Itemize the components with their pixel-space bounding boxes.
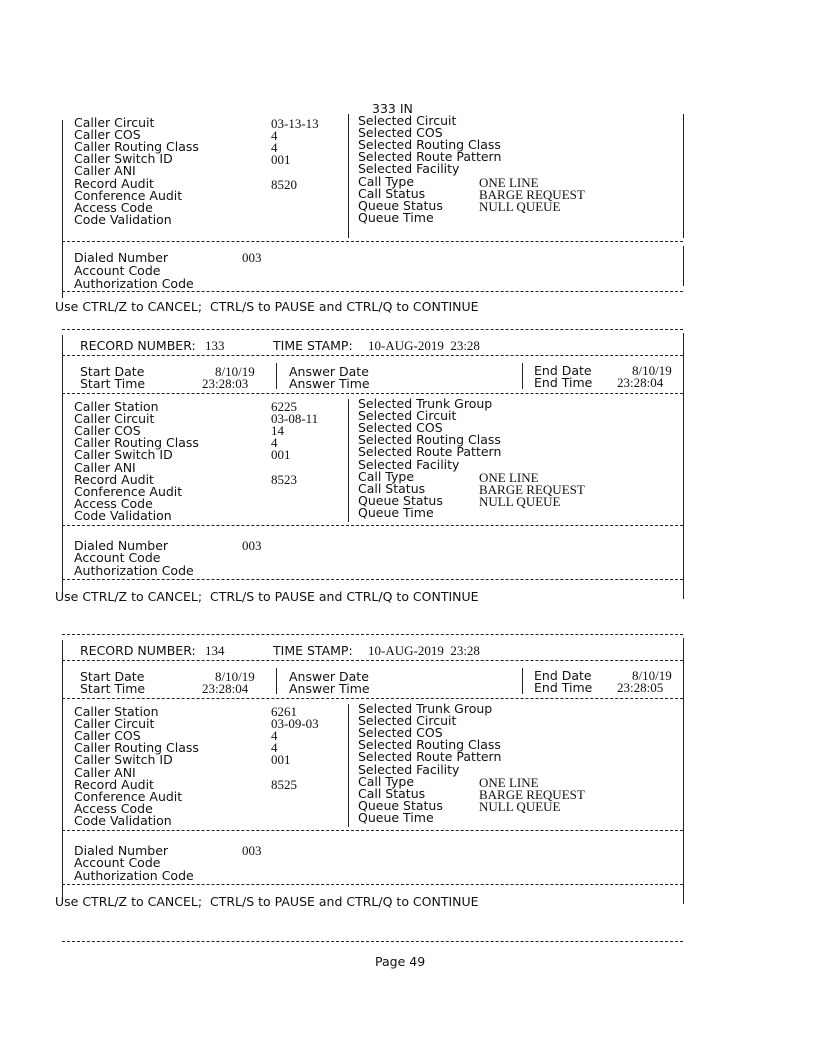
footer-line: Use CTRL/Z to CANCEL; CTRL/S to PAUSE and CTRL/Q to CONTINUE [55,589,479,604]
footer-line: Use CTRL/Z to CANCEL; CTRL/S to PAUSE and CTRL/Q to CONTINUE [55,894,479,909]
vertical-rule [522,363,523,389]
field-label: Access Code [74,495,153,511]
dashed-rule [62,884,683,885]
field-label: Caller Switch ID [74,151,173,167]
field-value: ONE LINE [479,174,539,190]
field-label: Call Status [358,480,426,496]
record-number-value: 133 [205,338,225,353]
account-code-label: Account Code [74,550,161,565]
authorization-code-label: Authorization Code [74,868,194,883]
field-label: Call Type [358,173,415,189]
dialed-number-label: Dialed Number [74,250,169,265]
field-label: Queue Status [358,797,443,813]
field-label: Caller Routing Class [74,139,199,155]
field-label: Selected Circuit [358,408,457,424]
timestamp-value: 10-AUG-2019 23:28 [368,338,480,353]
answer-date-label: Answer Date [289,669,369,684]
dashed-rule [62,660,683,661]
field-label: Queue Status [358,197,443,213]
dashed-rule [62,329,683,330]
dashed-rule [62,393,683,394]
end-date-label: End Date [534,668,592,683]
field-label: Queue Time [358,209,434,225]
vertical-rule [683,333,684,599]
field-label: Selected Circuit [358,713,457,729]
field-label: Selected Facility [358,456,460,472]
field-label: Code Validation [74,211,172,227]
field-value: 4 [271,140,278,156]
field-label: Conference Audit [74,788,183,804]
field-value: 6225 [271,399,297,414]
vertical-rule [348,399,349,522]
dashed-rule [62,579,683,580]
account-code-label: Account Code [74,263,161,278]
field-value: NULL QUEUE [479,798,561,814]
field-label: Caller COS [74,127,141,143]
field-label: Access Code [74,800,153,816]
timestamp-label: TIME STAMP: [273,338,353,353]
field-label: Code Validation [74,812,172,828]
dialed-number-label: Dialed Number [74,538,169,553]
dialed-number-label: Dialed Number [74,843,169,858]
field-value: NULL QUEUE [479,198,561,214]
field-label: Selected COS [358,725,443,741]
page-number: Page 49 [375,954,426,969]
field-label: Caller Routing Class [74,435,199,451]
start-time-value: 23:28:04 [202,681,249,696]
dialed-number-value: 003 [242,538,262,553]
field-value: 4 [271,728,278,744]
end-date-value: 8/10/19 [632,668,672,683]
end-date-value: 8/10/19 [632,363,672,378]
field-label: Selected COS [358,125,443,141]
vertical-rule [683,114,684,238]
field-label: Queue Status [358,492,443,508]
vertical-rule [348,704,349,827]
start-date-label: Start Date [80,364,145,379]
account-code-label: Account Code [74,855,161,870]
field-label: Caller Switch ID [74,447,173,463]
vertical-rule [522,668,523,694]
end-time-label: End Time [534,375,593,390]
dashed-rule [62,355,683,356]
field-label: Selected Routing Class [358,432,501,448]
answer-time-label: Answer Time [289,681,370,696]
field-value: 001 [271,152,291,168]
field-value: 8523 [271,471,297,487]
field-value: NULL QUEUE [479,493,561,509]
field-value: 8525 [271,776,297,792]
end-time-label: End Time [534,680,593,695]
dashed-rule [62,525,683,526]
field-label: Caller Circuit [74,411,155,427]
field-label: Call Status [358,185,426,201]
end-date-label: End Date [534,363,592,378]
field-label: Call Type [358,468,415,484]
field-label: Caller ANI [74,764,136,780]
field-label: Selected Route Pattern [358,149,502,165]
end-time-value: 23:28:05 [617,680,664,695]
field-label: Selected Trunk Group [358,396,493,411]
field-label: Selected Facility [358,761,460,777]
start-date-value: 8/10/19 [215,669,255,684]
start-time-value: 23:28:03 [202,376,249,391]
field-value: 001 [271,447,291,463]
vertical-rule [62,120,63,298]
field-label: Caller COS [74,728,141,744]
field-value: ONE LINE [479,774,539,790]
field-label: Caller Station [74,704,159,719]
field-label: Record Audit [74,776,154,792]
dashed-rule [62,830,683,831]
record-number-label: RECORD NUMBER: [80,643,196,658]
field-value: BARGE REQUEST [479,481,585,497]
dashed-rule [62,291,683,292]
field-label: Selected COS [358,420,443,436]
vertical-rule [62,640,63,904]
field-value: ONE LINE [479,469,539,485]
field-value: 4 [271,435,278,451]
vertical-rule [276,363,277,389]
answer-date-label: Answer Date [289,364,369,379]
timestamp-label: TIME STAMP: [273,643,353,658]
field-label: Queue Time [358,504,434,520]
vertical-rule [683,638,684,904]
vertical-rule [683,246,684,286]
field-value: BARGE REQUEST [479,186,585,202]
field-label: Conference Audit [74,187,183,203]
field-label: Caller Routing Class [74,740,199,756]
field-label: Record Audit [74,175,154,191]
footer-line: Use CTRL/Z to CANCEL; CTRL/S to PAUSE and CTRL/Q to CONTINUE [55,299,479,314]
field-value: 6261 [271,704,297,719]
field-label: Caller COS [74,423,141,439]
field-value: 03-09-03 [271,716,319,732]
field-value: 14 [271,423,284,439]
top-value: 333 IN [372,101,413,116]
timestamp-value: 10-AUG-2019 23:28 [368,643,480,658]
field-value: 4 [271,740,278,756]
field-label: Caller ANI [74,163,136,179]
field-value: 001 [271,752,291,768]
record-number-label: RECORD NUMBER: [80,338,196,353]
authorization-code-label: Authorization Code [74,276,194,291]
start-date-value: 8/10/19 [215,364,255,379]
start-time-label: Start Time [80,681,146,696]
field-label: Caller Circuit [74,115,155,130]
field-label: Selected Route Pattern [358,444,502,460]
field-label: Call Type [358,773,415,789]
vertical-rule [348,114,349,238]
field-label: Record Audit [74,471,154,487]
dashed-rule [62,698,683,699]
field-value: BARGE REQUEST [479,786,585,802]
dashed-rule [62,634,683,635]
dialed-number-value: 003 [242,843,262,858]
field-label: Caller ANI [74,459,136,475]
vertical-rule [276,668,277,694]
field-label: Caller Circuit [74,716,155,732]
field-label: Queue Time [358,809,434,825]
field-label: Selected Routing Class [358,137,501,153]
answer-time-label: Answer Time [289,376,370,391]
field-value: 4 [271,128,278,144]
field-label: Code Validation [74,507,172,523]
field-label: Selected Route Pattern [358,749,502,765]
field-label: Selected Trunk Group [358,701,493,716]
field-value: 03-08-11 [271,411,319,427]
dialed-number-value: 003 [242,250,262,265]
start-date-label: Start Date [80,669,145,684]
field-label: Conference Audit [74,483,183,499]
dashed-rule [62,941,683,942]
field-label: Access Code [74,199,153,215]
dashed-rule [62,241,683,242]
field-label: Selected Circuit [358,113,457,128]
field-label: Selected Facility [358,161,460,177]
end-time-value: 23:28:04 [617,375,664,390]
field-label: Call Status [358,785,426,801]
vertical-rule [62,335,63,599]
field-label: Selected Routing Class [358,737,501,753]
field-value: 8520 [271,176,297,192]
field-value: 03-13-13 [271,116,319,131]
field-label: Caller Station [74,399,159,414]
record-number-value: 134 [205,643,225,658]
field-label: Caller Switch ID [74,752,173,768]
start-time-label: Start Time [80,376,146,391]
authorization-code-label: Authorization Code [74,563,194,578]
